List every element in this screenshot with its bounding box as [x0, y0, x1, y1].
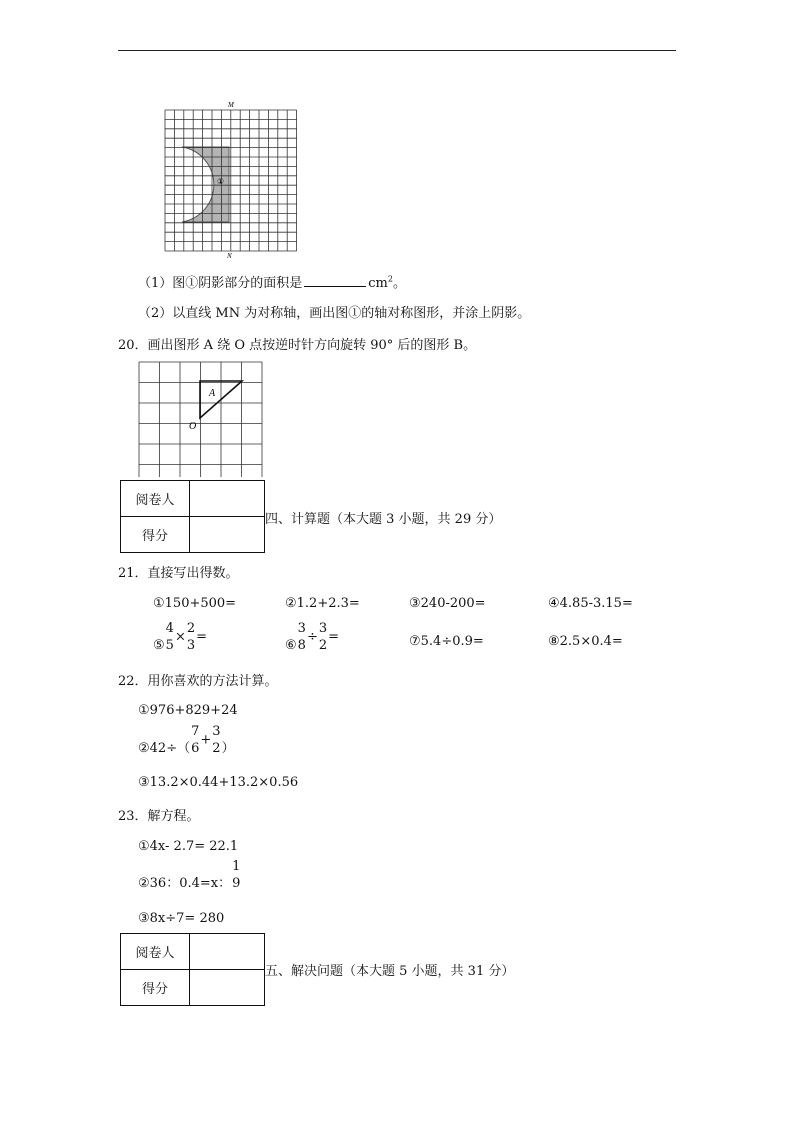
fraction: 3 2	[212, 724, 221, 756]
q19-sub1-text: （1）图①阴影部分的面积是	[138, 276, 303, 291]
q19-sub1-end: 。	[392, 276, 406, 291]
q22-item-3: ③13.2×0.44+13.2×0.56	[138, 775, 299, 790]
q22-item2-prefix: ②42÷（	[138, 741, 191, 756]
label-o: O	[189, 421, 197, 432]
fraction: 7 6	[191, 724, 200, 756]
q21-item-7: ⑦5.4÷0.9=	[409, 634, 484, 649]
q19-unit: cm	[368, 276, 388, 291]
reviewer-field[interactable]	[190, 481, 265, 517]
reviewer-label: 阅卷人	[121, 934, 190, 970]
q19-unit-sup: 2	[387, 274, 393, 284]
q21-item-1: ①150+500=	[153, 596, 237, 611]
q22-item-1: ①976+829+24	[138, 703, 238, 718]
reviewer-field[interactable]	[190, 934, 265, 970]
fraction: 3 8	[297, 621, 306, 653]
label-n: N	[227, 252, 232, 260]
q21-item-2: ②1.2+2.3=	[285, 596, 360, 611]
score-field[interactable]	[190, 970, 265, 1006]
q23-item-3: ③8x÷7= 280	[138, 911, 225, 926]
grade-table-1	[120, 480, 265, 553]
label-m: M	[228, 101, 234, 109]
fraction: 2 3	[186, 621, 196, 653]
fraction: 3 2	[318, 621, 328, 653]
q21-item5-mark: ⑤	[153, 638, 165, 653]
score-label: 得分	[121, 517, 190, 553]
q21-item-5: ⑤ 4 5 × 2 3 =	[153, 621, 208, 653]
q23-item-2	[138, 860, 241, 890]
score-label: 得分	[121, 970, 190, 1006]
q20-text: 20．画出图形 A 绕 O 点按逆时针方向旋转 90° 后的图形 B。	[118, 338, 477, 353]
q22-title: 22．用你喜欢的方法计算。	[118, 674, 278, 689]
rotation-grid-figure	[138, 361, 264, 477]
score-field[interactable]	[190, 517, 265, 553]
q22-item-2: ②42÷（ 7 6 + 3 2 ）	[138, 724, 235, 756]
q19-sub2: （2）以直线 MN 为对称轴，画出图①的轴对称图形，并涂上阴影。	[138, 306, 531, 321]
q21-item-6: ⑥ 3 8 ÷ 3 2 =	[285, 621, 340, 653]
q23-item2-prefix: ②36：0.4=x：	[138, 876, 232, 891]
q21-item-8: ⑧2.5×0.4=	[548, 634, 623, 649]
q19-sub1	[138, 272, 406, 291]
section4-heading: 四、计算题（本大题 3 小题，共 29 分）	[265, 512, 502, 527]
q23-title: 23．解方程。	[118, 809, 200, 824]
q21-title: 21．直接写出得数。	[118, 566, 239, 581]
section5-heading: 五、解决问题（本大题 5 小题，共 31 分）	[265, 964, 515, 979]
q21-item-3: ③240-200=	[409, 596, 486, 611]
header-rule	[118, 50, 676, 51]
fraction: 4 5	[165, 621, 174, 653]
label-a: A	[209, 388, 216, 399]
q21-item-4: ④4.85-3.15=	[548, 596, 633, 611]
reviewer-label: 阅卷人	[121, 481, 190, 517]
fraction: 1 9	[232, 859, 241, 891]
q23-item-1: ①4x- 2.7= 22.1	[138, 839, 239, 854]
answer-blank[interactable]	[304, 274, 366, 287]
label-region-1: ①	[217, 177, 225, 186]
grade-table-2	[120, 933, 265, 1006]
q21-item6-mark: ⑥	[285, 638, 297, 653]
symmetry-grid-figure	[150, 95, 300, 260]
